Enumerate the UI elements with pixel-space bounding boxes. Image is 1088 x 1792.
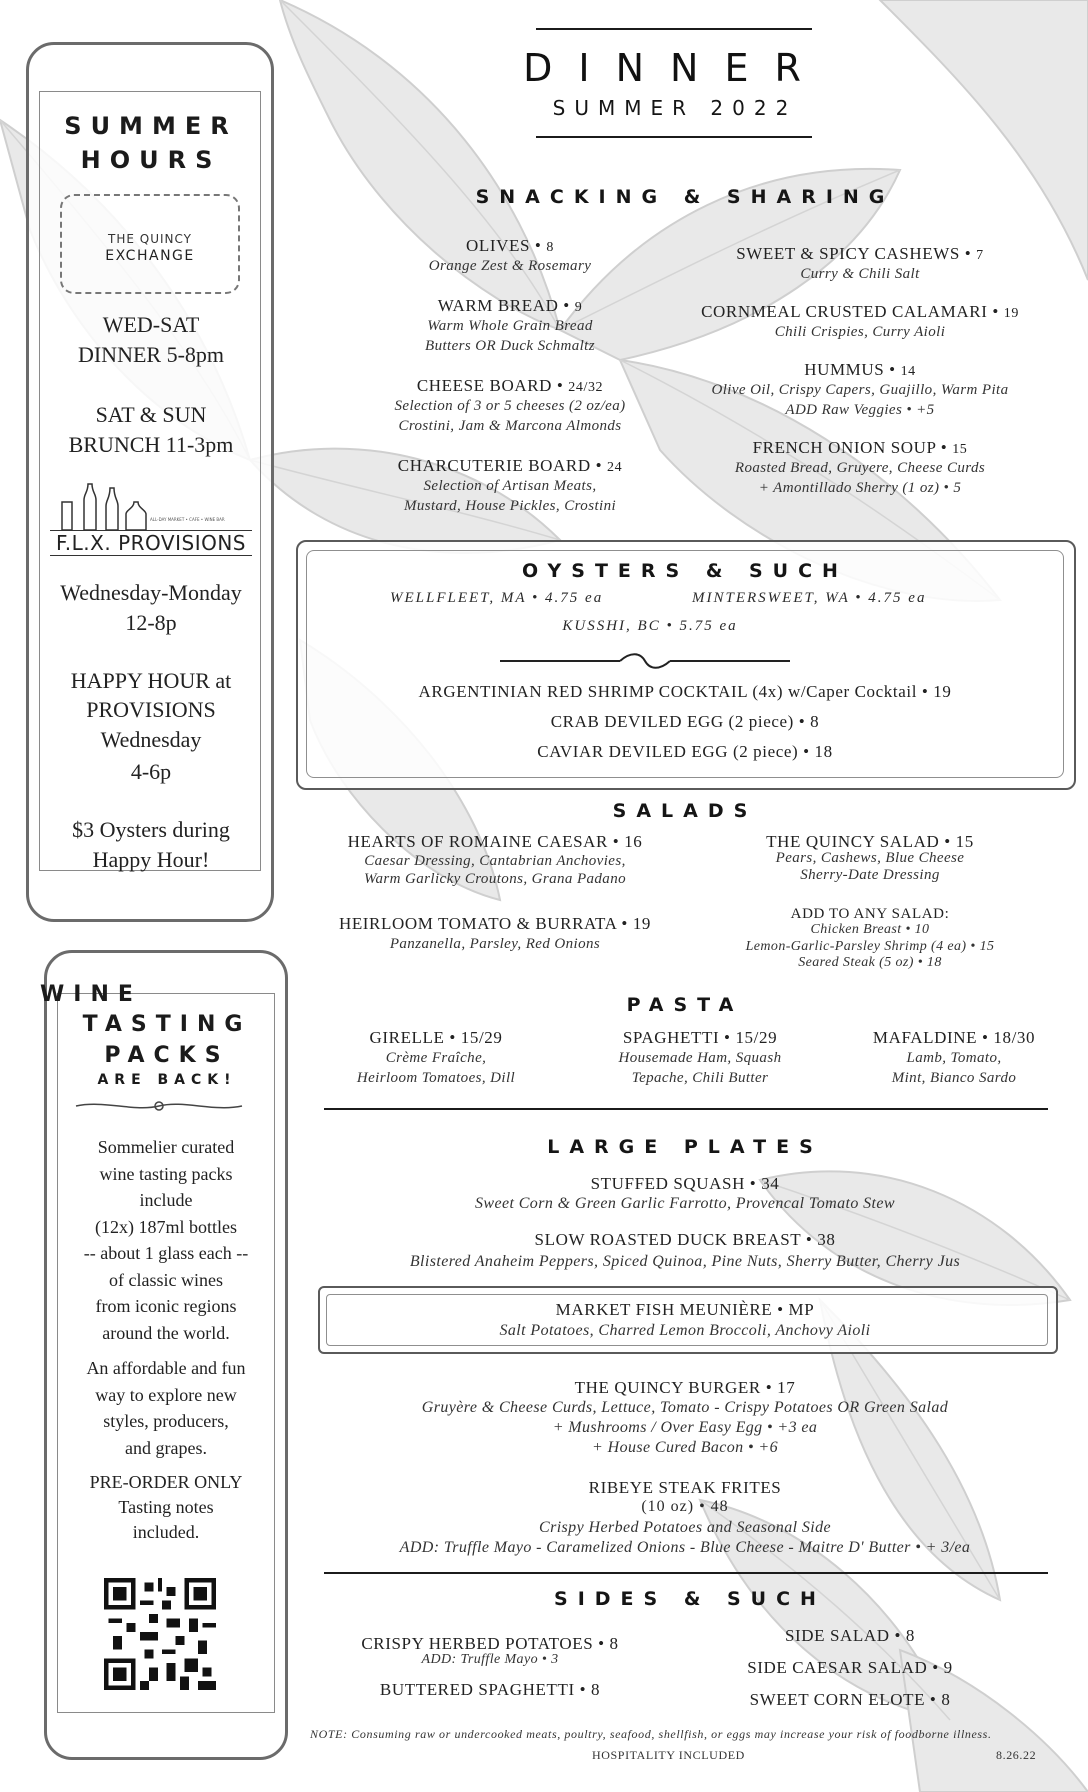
snack-item-price: 24/32 bbox=[568, 380, 604, 395]
pasta-item bbox=[316, 1028, 556, 1088]
wine-afford-line: styles, producers, bbox=[103, 1411, 229, 1431]
snack-desc-line: Warm Whole Grain Bread bbox=[427, 318, 593, 334]
happy-hour-line3: Wednesday bbox=[100, 727, 202, 752]
happy-hour-line2: PROVISIONS bbox=[86, 697, 216, 722]
duck-breast-name: SLOW ROASTED DUCK BREAST • 38 bbox=[534, 1230, 836, 1249]
quincy-salad-desc-line: Sherry-Date Dressing bbox=[800, 867, 940, 883]
snack-item bbox=[670, 244, 1050, 284]
quincy-exchange-logo bbox=[60, 194, 240, 294]
snack-item-description bbox=[350, 256, 670, 276]
snack-desc-line: + Amontillado Sherry (1 oz) • 5 bbox=[758, 480, 962, 496]
ribeye-add-ons: ADD: Truffle Mayo - Caramelized Onions - Blue Cheese - Maitre D' Butter • + 3/ea bbox=[399, 1539, 971, 1556]
stuffed-squash-description: Sweet Corn & Green Garlic Farrotto, Provencal Tomato Stew bbox=[475, 1195, 895, 1212]
snacking-left-column bbox=[350, 236, 670, 536]
wine-desc-line: wine tasting packs bbox=[99, 1163, 233, 1184]
ribeye-description: Crispy Herbed Potatoes and Seasonal Side bbox=[539, 1519, 831, 1536]
crispy-potatoes-add-on: ADD: Truffle Mayo • 3 bbox=[421, 1652, 559, 1667]
sides-heading: SIDES & SUCH bbox=[554, 1588, 826, 1610]
snack-item-title: HUMMUS • bbox=[804, 360, 901, 379]
caesar-salad-name: HEARTS OF ROMAINE CAESAR • 16 bbox=[347, 832, 643, 851]
burger-desc-line: Gruyère & Cheese Curds, Lettuce, Tomato - Crispy Potatoes OR Green Salad bbox=[421, 1399, 949, 1416]
wine-desc-line: around the world. bbox=[102, 1322, 230, 1343]
oyster-kusshi: KUSSHI, BC • 5.75 ea bbox=[562, 618, 738, 634]
salads-heading: SALADS bbox=[612, 800, 758, 822]
summer-hours-title-line2: HOURS bbox=[80, 146, 222, 174]
wine-title-line3: PACKS bbox=[104, 1043, 230, 1068]
burger-desc-line: + Mushrooms / Over Easy Egg • +3 ea bbox=[552, 1419, 818, 1436]
sweet-corn-elote-item: SWEET CORN ELOTE • 8 bbox=[749, 1690, 951, 1709]
market-fish-description: Salt Potatoes, Charred Lemon Broccoli, Anchovy Aioli bbox=[499, 1322, 871, 1339]
snack-item-description bbox=[670, 380, 1050, 420]
summer-hours-title-line1: SUMMER bbox=[64, 112, 238, 140]
quincy-salad-name: THE QUINCY SALAD • 15 bbox=[766, 832, 974, 851]
pasta-item-name: MAFALDINE • 18/30 bbox=[872, 1028, 1036, 1047]
market-fish-box bbox=[318, 1286, 1058, 1354]
tomato-burrata-description bbox=[310, 934, 680, 954]
pasta-desc-line: Housemade Ham, Squash bbox=[618, 1050, 782, 1066]
wine-desc-line: include bbox=[139, 1190, 193, 1210]
snack-item-price: 24 bbox=[607, 460, 623, 475]
snack-item bbox=[350, 456, 670, 516]
snack-desc-line: Mustard, House Pickles, Crostini bbox=[403, 498, 617, 514]
ribeye-size-price: (10 oz) • 48 bbox=[641, 1498, 729, 1515]
snack-item-description bbox=[670, 458, 1050, 498]
burrata-desc-line: Panzanella, Parsley, Red Onions bbox=[389, 936, 601, 952]
pasta-item bbox=[580, 1028, 820, 1088]
snack-desc-line: Butters OR Duck Schmaltz bbox=[425, 338, 595, 354]
add-to-salad-options bbox=[700, 922, 1040, 972]
flourish-divider-icon bbox=[500, 650, 790, 672]
salad-addon-line: Lemon-Garlic-Parsley Shrimp (4 ea) • 15 bbox=[745, 938, 995, 954]
snack-item bbox=[670, 438, 1050, 498]
wine-desc-line: -- about 1 glass each -- bbox=[83, 1243, 249, 1263]
snack-item-title: FRENCH ONION SOUP • bbox=[752, 438, 953, 457]
snack-item-description bbox=[670, 264, 1050, 284]
crispy-potatoes-item: CRISPY HERBED POTATOES • 8 bbox=[361, 1634, 619, 1653]
shrimp-cocktail-item: ARGENTINIAN RED SHRIMP COCKTAIL (4x) w/Caper Cocktail • 19 bbox=[418, 682, 952, 701]
provisions-days: Wednesday-Monday bbox=[60, 580, 242, 605]
wine-desc-line: of classic wines bbox=[109, 1269, 223, 1290]
caesar-desc-line: Warm Garlicky Croutons, Grana Padano bbox=[363, 871, 627, 887]
provisions-logo-text: F.L.X. PROVISIONS bbox=[50, 530, 252, 556]
wine-title-line4: ARE BACK! bbox=[97, 1072, 237, 1088]
snack-item bbox=[670, 302, 1050, 342]
large-plates-divider-rule bbox=[324, 1572, 1048, 1574]
snack-item-price: 14 bbox=[900, 364, 916, 379]
oyster-mintersweet: MINTERSWEET, WA • 4.75 ea bbox=[692, 590, 927, 606]
wine-desc-line: from iconic regions bbox=[95, 1296, 237, 1316]
quincy-burger-description bbox=[300, 1398, 1070, 1458]
wine-desc-line: (12x) 187ml bottles bbox=[95, 1216, 237, 1237]
pasta-heading: PASTA bbox=[626, 994, 744, 1016]
snack-item bbox=[670, 360, 1050, 420]
menu-date: 8.26.22 bbox=[996, 1748, 1037, 1762]
provisions-tagline: ALL-DAY MARKET • CAFE • WINE BAR bbox=[150, 517, 225, 522]
oyster-promo-line1: $3 Oysters during bbox=[72, 817, 230, 842]
pasta-desc-line: Crème Fraîche, bbox=[385, 1050, 487, 1066]
snacking-right-column bbox=[670, 244, 1050, 516]
wine-title-line1: WINE bbox=[40, 982, 142, 1007]
salad-addon-line: Chicken Breast • 10 bbox=[810, 922, 930, 937]
snack-item-title: SWEET & SPICY CASHEWS • bbox=[736, 244, 977, 263]
wine-title-line2: TASTING bbox=[82, 1012, 252, 1037]
wine-preorder-paragraph bbox=[56, 1470, 276, 1545]
snack-item-description bbox=[670, 322, 1050, 342]
ribeye-name: RIBEYE STEAK FRITES bbox=[588, 1478, 782, 1497]
snack-desc-line: Selection of 3 or 5 cheeses (2 oz/ea) bbox=[394, 398, 626, 414]
header-rule-bottom bbox=[536, 136, 812, 138]
wine-description-paragraph bbox=[56, 1134, 276, 1346]
snack-item-price: 15 bbox=[952, 442, 968, 457]
pasta-item-description bbox=[580, 1048, 820, 1088]
wine-preorder-line: included. bbox=[132, 1522, 200, 1542]
page-subtitle: SUMMER 2022 bbox=[552, 96, 798, 120]
snack-item-name bbox=[350, 236, 670, 256]
snack-item-price: 19 bbox=[1003, 306, 1019, 321]
large-plates-heading: LARGE PLATES bbox=[547, 1136, 823, 1158]
snack-desc-line: Olive Oil, Crispy Capers, Guajillo, Warm Pita bbox=[711, 382, 1009, 398]
burger-desc-line: + House Cured Bacon • +6 bbox=[592, 1439, 778, 1456]
ornament-divider-icon bbox=[74, 1096, 244, 1116]
food-safety-note: NOTE: Consuming raw or undercooked meats, poultry, seafood, shellfish, or eggs may increase your risk of foodborne illness. bbox=[310, 1727, 992, 1741]
brunch-hours: BRUNCH 11-3pm bbox=[68, 432, 234, 457]
oysters-heading: OYSTERS & SUCH bbox=[522, 560, 848, 582]
pasta-item-description bbox=[834, 1048, 1074, 1088]
oyster-promo-line2: Happy Hour! bbox=[92, 847, 210, 872]
brunch-days: SAT & SUN bbox=[95, 402, 207, 427]
snack-desc-line: ADD Raw Veggies • +5 bbox=[785, 402, 935, 418]
snack-item-price: 9 bbox=[574, 300, 583, 315]
wine-afford-line: An affordable and fun bbox=[86, 1358, 246, 1378]
provisions-hours: 12-8p bbox=[125, 610, 177, 635]
snack-item-name bbox=[350, 296, 670, 316]
happy-hour-line1: HAPPY HOUR at bbox=[70, 668, 232, 693]
market-fish-name: MARKET FISH MEUNIÈRE • MP bbox=[555, 1300, 815, 1319]
wine-afford-line: and grapes. bbox=[125, 1437, 207, 1458]
snack-item-description bbox=[350, 316, 670, 356]
add-to-salad-label: ADD TO ANY SALAD: bbox=[790, 906, 950, 922]
snack-item-title: CORNMEAL CRUSTED CALAMARI • bbox=[701, 302, 1004, 321]
snack-item bbox=[350, 236, 670, 276]
snack-desc-line: Crostini, Jam & Marcona Almonds bbox=[398, 418, 622, 434]
page-title: DINNER bbox=[523, 46, 827, 90]
wine-desc-line: Sommelier curated bbox=[97, 1137, 235, 1157]
snack-item-title: OLIVES • bbox=[466, 236, 547, 255]
pasta-item-description bbox=[316, 1048, 556, 1088]
snack-item-name bbox=[670, 360, 1050, 380]
crab-deviled-egg-item: CRAB DEVILED EGG (2 piece) • 8 bbox=[550, 712, 820, 731]
snack-item-name bbox=[350, 376, 670, 396]
stuffed-squash-name: STUFFED SQUASH • 34 bbox=[590, 1174, 780, 1193]
logo-text-line2: EXCHANGE bbox=[105, 248, 195, 264]
qr-code[interactable] bbox=[104, 1578, 216, 1690]
oyster-wellfleet: WELLFLEET, MA • 4.75 ea bbox=[390, 590, 604, 606]
snack-desc-line: Roasted Bread, Gruyere, Cheese Curds bbox=[734, 460, 986, 476]
pasta-desc-line: Lamb, Tomato, bbox=[906, 1050, 1002, 1066]
quincy-salad-description bbox=[710, 850, 1030, 884]
snack-item-title: CHARCUTERIE BOARD • bbox=[397, 456, 607, 475]
snacking-heading: SNACKING & SHARING bbox=[475, 186, 895, 208]
pasta-divider-rule bbox=[324, 1108, 1048, 1110]
hospitality-included: HOSPITALITY INCLUDED bbox=[592, 1748, 745, 1762]
snack-item-description bbox=[350, 476, 670, 516]
wine-afford-line: way to explore new bbox=[95, 1384, 237, 1405]
buttered-spaghetti-item: BUTTERED SPAGHETTI • 8 bbox=[379, 1680, 601, 1699]
caviar-deviled-egg-item: CAVIAR DEVILED EGG (2 piece) • 18 bbox=[537, 742, 833, 761]
dinner-hours: DINNER 5-8pm bbox=[77, 342, 225, 367]
snack-item-price: 7 bbox=[976, 248, 984, 263]
caesar-salad-description bbox=[310, 852, 680, 888]
happy-hour-line4: 4-6p bbox=[130, 759, 172, 784]
caesar-desc-line: Caesar Dressing, Cantabrian Anchovies, bbox=[364, 853, 626, 869]
snack-item-name bbox=[670, 244, 1050, 264]
side-salad-item: SIDE SALAD • 8 bbox=[784, 1626, 916, 1645]
snack-desc-line: Selection of Artisan Meats, bbox=[423, 478, 597, 494]
bottles-icon bbox=[58, 480, 148, 532]
quincy-salad-desc-line: Pears, Cashews, Blue Cheese bbox=[775, 850, 965, 866]
snack-desc-line: Curry & Chili Salt bbox=[800, 266, 920, 282]
snack-item bbox=[350, 296, 670, 356]
header-rule-top bbox=[536, 28, 812, 30]
snack-item-title: CHEESE BOARD • bbox=[416, 376, 569, 395]
snack-desc-line: Orange Zest & Rosemary bbox=[428, 258, 592, 274]
quincy-burger-name: THE QUINCY BURGER • 17 bbox=[574, 1378, 796, 1397]
pasta-desc-line: Tepache, Chili Butter bbox=[631, 1070, 769, 1086]
wine-affordable-paragraph bbox=[56, 1355, 276, 1461]
side-caesar-item: SIDE CAESAR SALAD • 9 bbox=[747, 1658, 953, 1677]
snack-item-name bbox=[670, 302, 1050, 322]
pasta-item bbox=[834, 1028, 1074, 1088]
snack-desc-line: Chili Crispies, Curry Aioli bbox=[774, 324, 946, 340]
dinner-days: WED-SAT bbox=[102, 312, 200, 337]
logo-text-line1: THE QUINCY bbox=[108, 232, 192, 246]
tomato-burrata-name: HEIRLOOM TOMATO & BURRATA • 19 bbox=[338, 914, 652, 933]
wine-preorder-line: PRE-ORDER ONLY bbox=[89, 1472, 243, 1492]
duck-breast-description: Blistered Anaheim Peppers, Spiced Quinoa, Pine Nuts, Sherry Butter, Cherry Jus bbox=[409, 1253, 961, 1270]
salad-addon-line: Seared Steak (5 oz) • 18 bbox=[798, 955, 942, 970]
pasta-desc-line: Heirloom Tomatoes, Dill bbox=[356, 1070, 516, 1086]
snack-item-name bbox=[670, 438, 1050, 458]
snack-item-price: 8 bbox=[546, 240, 554, 255]
pasta-item-name: GIRELLE • 15/29 bbox=[369, 1028, 503, 1047]
pasta-desc-line: Mint, Bianco Sardo bbox=[891, 1070, 1017, 1086]
snack-item-name bbox=[350, 456, 670, 476]
snack-item-title: WARM BREAD • bbox=[437, 296, 575, 315]
wine-preorder-line: Tasting notes bbox=[118, 1497, 214, 1517]
snack-item bbox=[350, 376, 670, 436]
pasta-item-name: SPAGHETTI • 15/29 bbox=[622, 1028, 778, 1047]
snack-item-description bbox=[350, 396, 670, 436]
